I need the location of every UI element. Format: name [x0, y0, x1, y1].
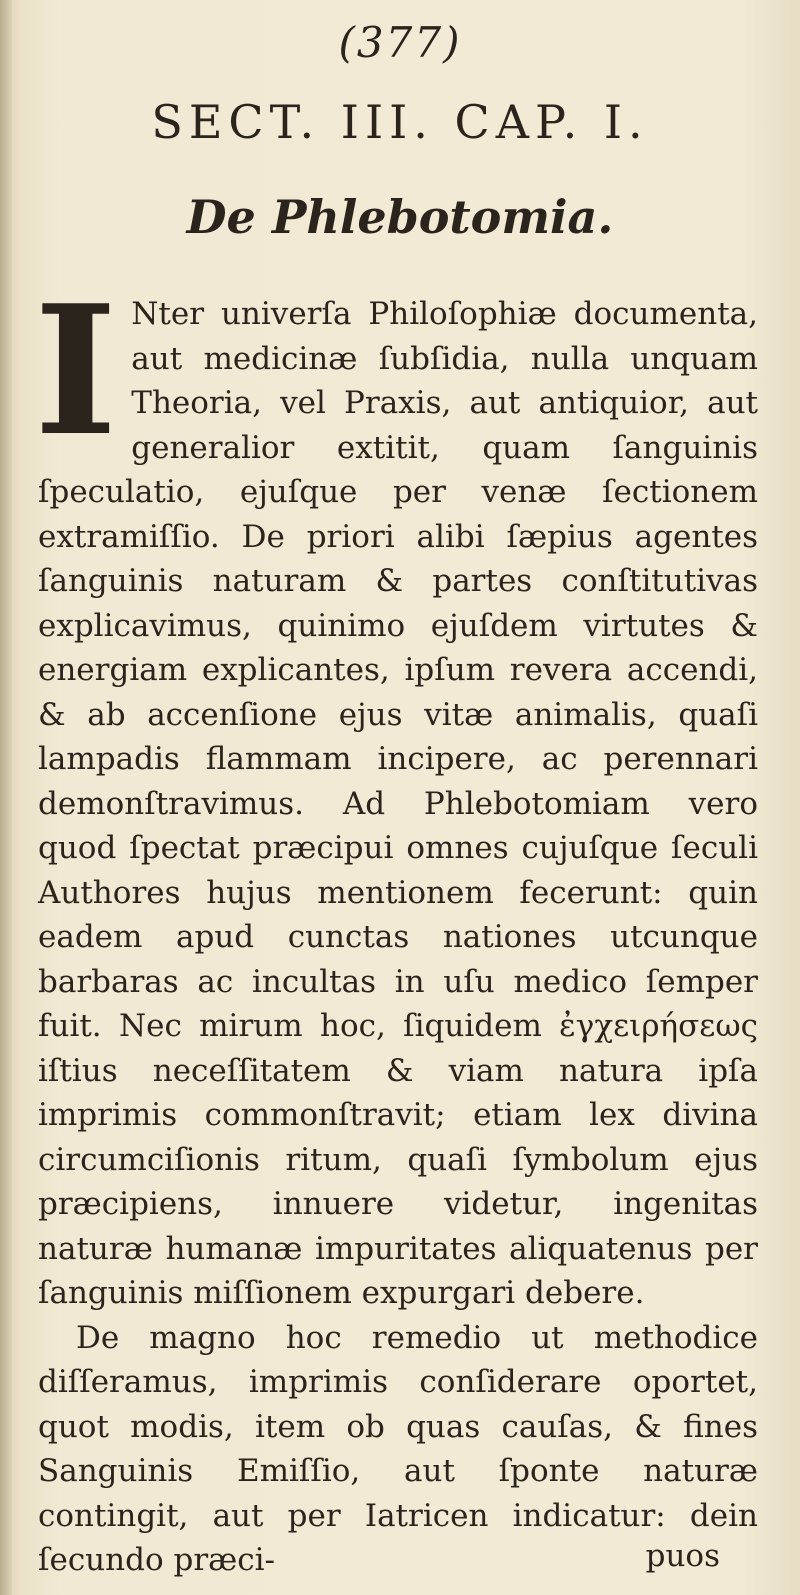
- paragraph-1: [34, 266, 758, 1316]
- paragraph-1-text: Nter univerſa Philoſophiæ documenta, aut medicinæ ſubſidia, nulla unquam Theoria, vel Praxis, aut antiquior, aut generalior extitit, quam ſanguinis ſpeculatio, ejuſque per venæ ſectionem extramiſſio. De priori alibi ſæpius agentes ſanguinis naturam & partes conſtitutivas explicavimus, quinimo ejuſdem virtutes & energiam explicantes, ipſum revera accendi, & ab accenſione ejus vitæ animalis, quaſi lampadis flammam incipere, ac perennari demonſtravimus. Ad Phlebotomiam vero quod ſpectat præcipui omnes cujuſque ſeculi Authores hujus mentionem fecerunt: quin eadem apud cunctas nationes utcunque barbaras ac incultas in uſu medico ſemper fuit. Nec mirum hoc, ſiquidem ἐγχειρήσεως iſtius neceſſitatem & viam natura ipſa imprimis commonſtravit; etiam lex divina circumciſionis ritum, quaſi ſymbolum ejus præcipiens, innuere videtur, ingenitas naturæ humanæ impuritates aliquatenus per ſanguinis miſſionem expurgari debere.: [38, 296, 758, 1311]
- page-number: (377): [338, 18, 462, 67]
- section-heading: SECT. III. CAP. I.: [151, 95, 649, 149]
- drop-cap: I: [34, 266, 118, 475]
- body-text: [34, 266, 758, 1583]
- chapter-title: De Phlebotomia.: [186, 190, 614, 244]
- paragraph-2: De magno hoc remedio ut methodice diſſeramus, imprimis conſiderare oportet, quot modis, item ob quas cauſas, & fines Sanguinis Emiſſio, aut ſponte naturæ contingit, aut per Iatricen indicatur: dein ſecundo præci-: [38, 1319, 758, 1578]
- catchword: puos: [645, 1538, 720, 1574]
